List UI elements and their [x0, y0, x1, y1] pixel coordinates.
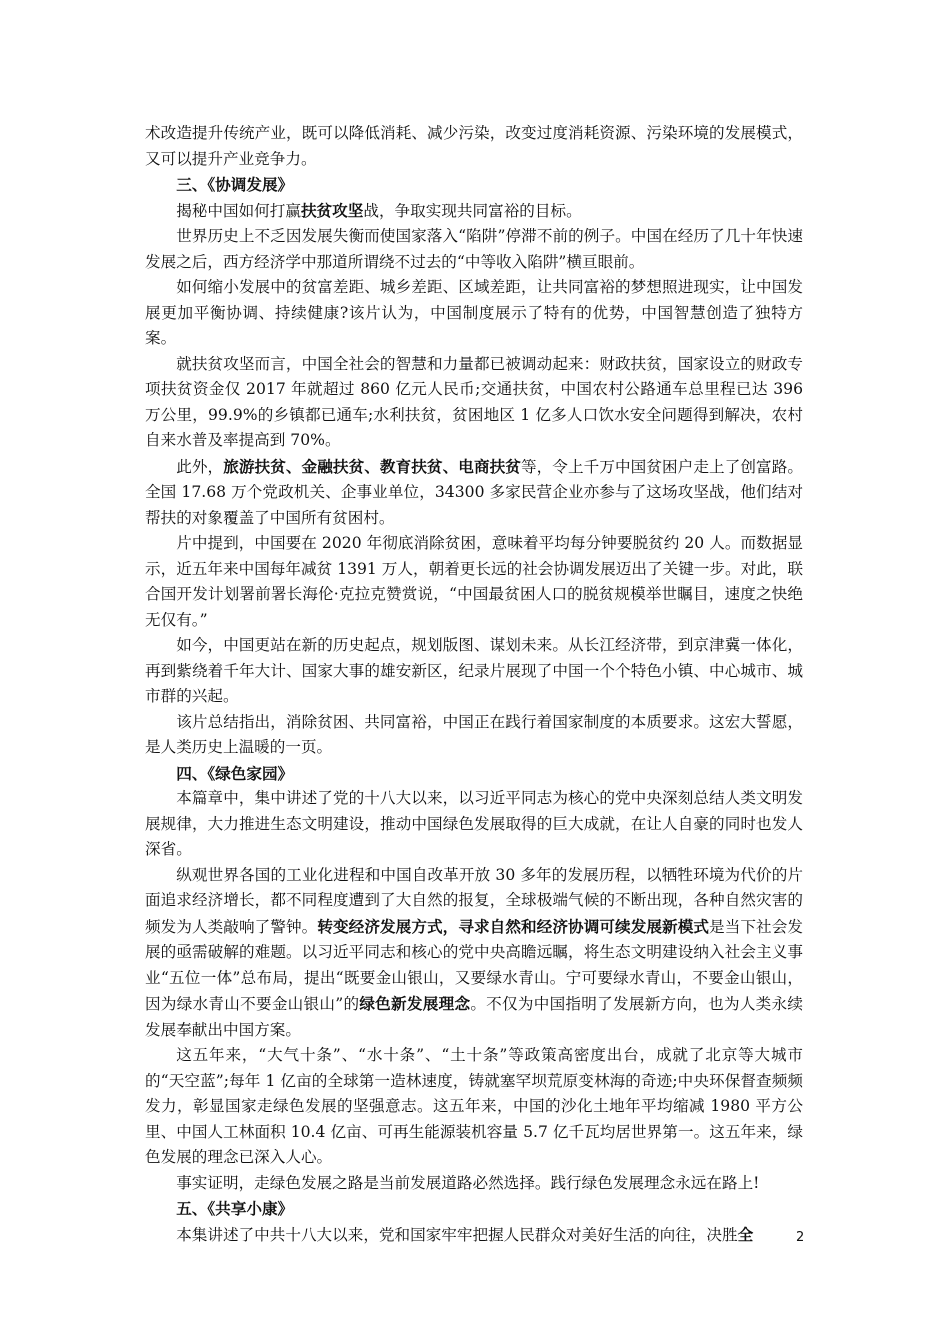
text-run: 揭秘中国如何打赢 [176, 201, 301, 220]
section-heading-3: 三、《协调发展》 [176, 175, 294, 194]
paragraph: 就扶贫攻坚而言，中国全社会的智慧和力量都已被调动起来：财政扶贫，国家设立的财政专项扶贫资金仅 2017 年就超过 860 亿元人民币;交通扶贫，中国农村公路通车总里程已达 396 万公里，99.9%的乡镇都已通车;水利扶贫，贫困地区 1 亿多人口饮水安全问题得到解决，农村自来水普及率提高到 70%。 [145, 354, 803, 449]
bold-text: 旅游扶贫、金融扶贫、教育扶贫、电商扶贫 [223, 456, 521, 476]
text-run: 。不仅为中国指明了发展新方向，也为人类永续发展奉献出中国方案。 [145, 995, 803, 1039]
bold-text: 全 [737, 1224, 754, 1244]
document-body [145, 121, 803, 1248]
bold-text: 绿色新发展理念 [359, 994, 471, 1013]
page-number: 2 [796, 1230, 805, 1245]
text-run: 本集讲述了中共十八大以来，党和国家牢牢把握人民群众对美好生活的向往，决胜 [176, 1225, 738, 1244]
paragraph [145, 863, 803, 1044]
section-heading-4: 四、《绿色家园》 [176, 763, 294, 783]
paragraph: 如何缩小发展中的贫富差距、城乡差距、区域差距，让共同富裕的梦想照进现实，让中国发展更加平衡协调、持续健康?该片认为，中国制度展示了特有的优势，中国智慧创造了独特方案。 [145, 278, 803, 347]
paragraph: 世界历史上不乏因发展失衡而使国家落入“陷阱”停滞不前的例子。中国在经历了几十年快速发展之后，西方经济学中那道所谓绕不过去的“中等收入陷阱”横亘眼前。 [145, 227, 803, 271]
section-heading-5: 五、《共享小康》 [176, 1199, 294, 1218]
paragraph: 事实证明，走绿色发展之路是当前发展道路必然选择。践行绿色发展理念永远在路上! [176, 1173, 760, 1192]
bold-text: 扶贫攻坚 [300, 200, 364, 220]
bold-text: 转变经济发展方式，寻求自然和经济协调可续发展新模式 [317, 916, 710, 936]
paragraph [145, 454, 803, 532]
text-run: 纵观世界各国的工业化进程和中国自改革开放 30 多年的发展历程，以牺牲环境为代价的片面追求经济增长，都不同程度遭到了大自然的报复，全球极端气候的不断出现，各种自然灾害的频发为人类敲响了警钟。 [145, 865, 803, 936]
paragraph: 如今，中国更站在新的历史起点，规划版图、谋划未来。从长江经济带，到京津冀一体化，再到紫绕着千年大计、国家大事的雄安新区，纪录片展现了中国一个个特色小镇、中心城市、城市群的兴起。 [145, 636, 803, 705]
paragraph [145, 198, 803, 225]
paragraph: 这五年来，“大气十条”、“水十条”、“土十条”等政策高密度出台，成就了北京等大城市的“天空蓝”;每年 1 亿亩的全球第一造林速度，铸就塞罕坝荒原变林海的奇迹;中央环保督查频频发力，彰显国家走绿色发展的坚强意志。这五年来，中国的沙化土地年平均缩减 1980 平方公里、中国人工林面积 10.4 亿亩、可再生能源装机容量 5.7 亿千瓦均居世界第一。这五年来，绿色发展的理念已深入人心。 [145, 1046, 803, 1166]
paragraph: 该片总结指出，消除贫困、共同富裕，中国正在践行着国家制度的本质要求。这宏大誓愿，是人类历史上温暖的一页。 [145, 712, 803, 756]
text-run: 等，令上千万中国贫困户走上了创富路。全国 17.68 万个党政机关、企事业单位，34300 多家民营企业亦参与了这场攻坚战，他们结对帮扶的对象覆盖了中国所有贫困村。 [145, 457, 803, 527]
text-run: 战，争取实现共同富裕的目标。 [363, 201, 582, 220]
paragraph: 术改造提升传统产业，既可以降低消耗、减少污染，改变过度消耗资源、污染环境的发展模式，又可以提升产业竞争力。 [145, 124, 803, 168]
text-run: 此外， [176, 457, 224, 476]
text-run: 是当下社会发展的亟需破解的难题。以习近平同志和核心的党中央高瞻远瞩，将生态文明建设纳入社会主义事业“五位一体”总布局，提出“既要金山银山，又要绿水青山。宁可要绿水青山，不要金山银山，因为绿水青山不要金山银山”的 [145, 917, 803, 1013]
paragraph [145, 1222, 803, 1249]
paragraph: 片中提到，中国要在 2020 年彻底消除贫困，意味着平均每分钟要脱贫约 20 人。而数据显示，近五年来中国每年减贫 1391 万人，朝着更长远的社会协调发展迈出了关键一步。对此，联合国开发计划署前署长海伦·克拉克赞赏说，“中国最贫困人口的脱贫规模举世瞩目，速度之快绝无仅有。” [145, 534, 803, 629]
paragraph: 本篇章中，集中讲述了党的十八大以来，以习近平同志为核心的党中央深刻总结人类文明发展规律，大力推进生态文明建设，推动中国绿色发展取得的巨大成就，在让人自豪的同时也发人深省。 [145, 789, 803, 858]
